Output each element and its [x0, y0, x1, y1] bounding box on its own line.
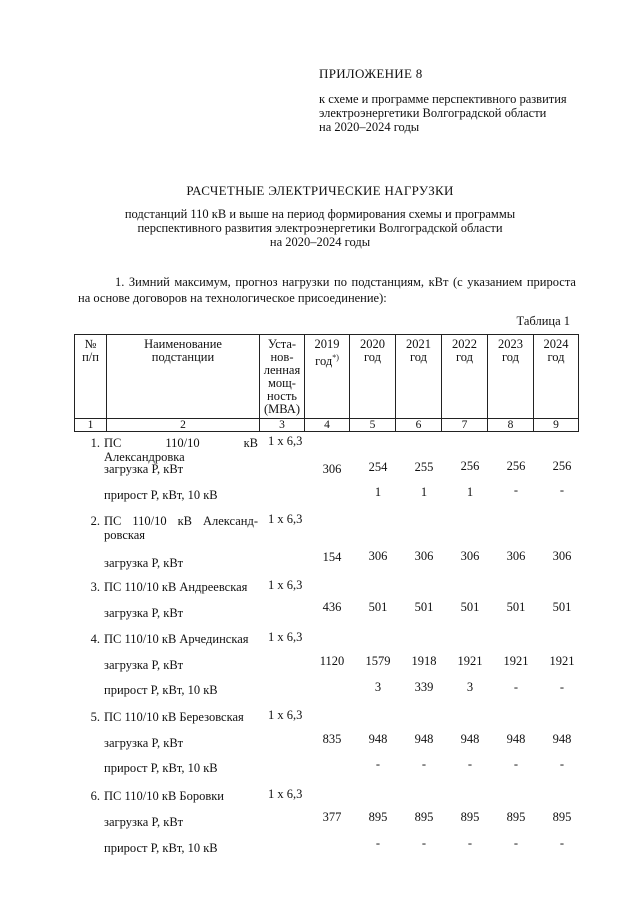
growth-label: прирост P, кВт, 10 кВ: [104, 761, 218, 775]
growth-value: -: [513, 680, 519, 694]
growth-value: -: [375, 757, 381, 771]
header-text: ность: [267, 389, 297, 403]
header-text: №: [84, 337, 97, 351]
column-number: 8: [487, 419, 533, 431]
load-value: 501: [414, 600, 434, 614]
load-value: 306: [322, 462, 342, 476]
subtitle-line: на 2020–2024 годы: [269, 235, 371, 249]
load-value: 1921: [503, 654, 529, 668]
substation-name-line: ровская: [104, 528, 146, 542]
load-value: 306: [552, 549, 572, 563]
header-year: 2023: [498, 337, 523, 351]
load-value: 1579: [365, 654, 391, 668]
load-value: 306: [368, 549, 388, 563]
load-value: 436: [322, 600, 342, 614]
load-value: 895: [368, 810, 388, 824]
load-value: 256: [460, 459, 480, 473]
table-header: [74, 334, 579, 419]
load-value: 377: [322, 810, 342, 824]
load-value: 154: [322, 550, 342, 564]
header-name: [106, 335, 259, 419]
growth-value: 3: [466, 680, 474, 694]
substation-name: ПС 110/10 кВ Арчединская: [104, 632, 249, 646]
appendix-line: на 2020–2024 годы: [319, 120, 420, 134]
load-value: 501: [460, 600, 480, 614]
header-year: 2021: [406, 337, 431, 351]
growth-value: -: [559, 836, 565, 850]
growth-value: -: [559, 483, 565, 497]
growth-value: 339: [414, 680, 434, 694]
growth-value: 1: [466, 485, 474, 499]
header-text: подстанции: [151, 350, 215, 364]
header-text: ленная: [263, 363, 301, 377]
appendix-subtitle: [319, 92, 569, 134]
substation-name: ПС 110/10 кВ Александровка: [104, 436, 258, 464]
growth-value: 1: [420, 485, 428, 499]
header-year: 2019: [314, 337, 340, 351]
appendix-line: электроэнергетики Волгоградской области: [319, 106, 547, 120]
substation-name: [104, 514, 258, 542]
load-label: загрузка P, кВт: [104, 606, 184, 620]
header-year-2021: [395, 335, 441, 419]
growth-value: 1: [374, 485, 382, 499]
item-number: 4.: [90, 632, 100, 646]
load-value: 948: [506, 732, 526, 746]
header-num: [74, 335, 106, 419]
item-number: 5.: [90, 710, 100, 724]
load-value: 256: [552, 459, 572, 473]
load-value: 895: [414, 810, 434, 824]
header-god: год: [547, 350, 565, 364]
item-number: 2.: [90, 514, 100, 528]
load-value: 306: [460, 549, 480, 563]
load-value: 501: [506, 600, 526, 614]
load-value: 1921: [549, 654, 575, 668]
load-label: загрузка P, кВт: [104, 556, 184, 570]
column-number: 3: [259, 419, 304, 431]
substation-name: ПС 110/10 кВ Андреевская: [104, 580, 248, 594]
footnote-mark: *): [332, 353, 339, 362]
growth-value: 3: [374, 680, 382, 694]
intro-paragraph: 1. Зимний максимум, прогноз нагрузки по подстанциям, кВт (с указанием прироста на основе договоров на технологическое присоединение):: [78, 275, 576, 305]
header-text: мощ-: [268, 376, 296, 390]
header-year-2024: [533, 335, 579, 419]
installed-capacity: 1 x 6,3: [268, 630, 303, 644]
growth-value: -: [559, 680, 565, 694]
load-label: загрузка P, кВт: [104, 658, 184, 672]
header-text: п/п: [82, 350, 99, 364]
header-god: год: [363, 350, 382, 364]
header-text: (МВА): [263, 402, 301, 416]
header-year-2022: [441, 335, 487, 419]
load-value: 306: [414, 549, 434, 563]
growth-label: прирост P, кВт, 10 кВ: [104, 683, 218, 697]
table-number: Таблица 1: [516, 314, 570, 328]
column-number: 4: [304, 419, 349, 431]
installed-capacity: 1 x 6,3: [268, 512, 303, 526]
subtitle-line: перспективного развития электроэнергетики Волгоградской области: [137, 221, 503, 235]
load-value: 1918: [411, 654, 437, 668]
item-number: 6.: [90, 789, 100, 803]
load-label: загрузка P, кВт: [104, 815, 184, 829]
growth-label: прирост P, кВт, 10 кВ: [104, 841, 218, 855]
header-year: 2020: [360, 337, 385, 351]
header-god: год: [409, 350, 428, 364]
load-label: загрузка P, кВт: [104, 736, 184, 750]
column-number: 6: [395, 419, 441, 431]
load-value: 948: [368, 732, 388, 746]
growth-value: -: [513, 483, 519, 497]
load-value: 306: [506, 549, 526, 563]
load-value: 948: [414, 732, 434, 746]
header-god: год: [501, 350, 520, 364]
header-year-2023: [487, 335, 533, 419]
document-title: РАСЧЕТНЫЕ ЭЛЕКТРИЧЕСКИЕ НАГРУЗКИ: [186, 183, 454, 198]
load-value: 835: [322, 732, 342, 746]
growth-value: -: [467, 757, 473, 771]
load-label: загрузка P, кВт: [104, 462, 184, 476]
column-number: 2: [106, 419, 259, 431]
header-year: 2024: [543, 337, 569, 351]
column-number: 5: [349, 419, 395, 431]
substation-name-line: ПС 110/10 кВ Александ-: [104, 514, 258, 528]
growth-value: -: [421, 836, 427, 850]
document-subtitle: [100, 207, 540, 249]
subtitle-line: подстанций 110 кВ и выше на период формирования схемы и программы: [124, 207, 516, 221]
column-number-row: [74, 418, 579, 432]
header-year-2020: [349, 335, 395, 419]
growth-label: прирост P, кВт, 10 кВ: [104, 488, 218, 502]
load-value: 895: [506, 810, 526, 824]
installed-capacity: 1 x 6,3: [268, 578, 303, 592]
installed-capacity: 1 x 6,3: [268, 787, 303, 801]
growth-value: -: [513, 836, 519, 850]
header-year: 2022: [452, 337, 477, 351]
column-number: 1: [74, 419, 106, 431]
load-value: 501: [552, 600, 572, 614]
growth-value: -: [375, 836, 381, 850]
header-god: год: [315, 354, 333, 369]
load-value: 501: [368, 600, 388, 614]
header-text: нов-: [270, 350, 294, 364]
load-value: 254: [368, 460, 388, 474]
header-text: [305, 338, 349, 351]
load-value: 948: [460, 732, 480, 746]
header-year-2019: [304, 335, 349, 419]
load-value: 256: [506, 459, 526, 473]
item-number: 3.: [90, 580, 100, 594]
load-value: 255: [414, 460, 434, 474]
item-number: 1.: [90, 436, 100, 450]
header-text: [305, 351, 349, 368]
installed-capacity: 1 x 6,3: [268, 434, 303, 448]
column-number: 7: [441, 419, 487, 431]
appendix-line: к схеме и программе перспективного развития: [319, 92, 567, 106]
load-value: 948: [552, 732, 572, 746]
installed-capacity: 1 x 6,3: [268, 708, 303, 722]
load-value: 1921: [457, 654, 483, 668]
load-value: 895: [460, 810, 480, 824]
header-capacity: [259, 335, 304, 419]
column-number: 9: [533, 419, 579, 431]
header-text: Уста-: [267, 337, 297, 351]
growth-value: -: [467, 836, 473, 850]
header-text: Наименование: [144, 337, 222, 351]
header-god: год: [455, 350, 474, 364]
appendix-title: ПРИЛОЖЕНИЕ 8: [319, 66, 423, 81]
load-value: 1120: [319, 654, 345, 668]
growth-value: -: [513, 757, 519, 771]
growth-value: -: [559, 757, 565, 771]
substation-name: ПС 110/10 кВ Березовская: [104, 710, 244, 724]
growth-value: -: [421, 757, 427, 771]
substation-name: ПС 110/10 кВ Боровки: [104, 789, 225, 803]
load-value: 895: [552, 810, 572, 824]
